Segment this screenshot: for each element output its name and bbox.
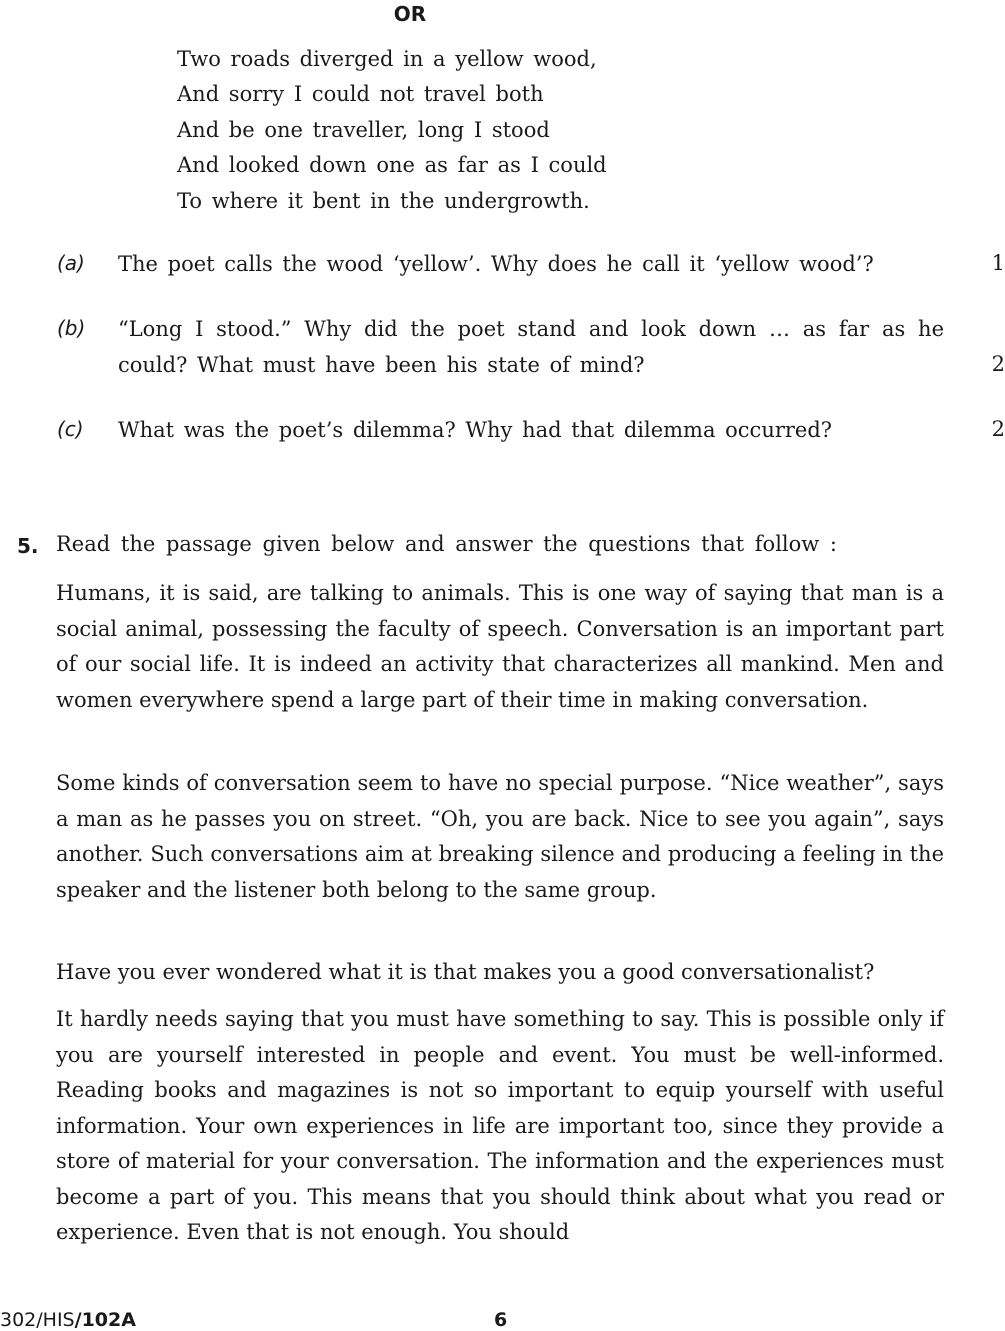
poem-stanza — [177, 42, 607, 219]
question-a-label: (a) — [57, 251, 85, 275]
question-5-instruction: Read the passage given below and answer the questions that follow : — [56, 532, 837, 556]
question-c-marks: 2 — [991, 417, 1005, 441]
or-heading: OR — [393, 2, 427, 26]
paper-code — [0, 1309, 136, 1331]
question-b-text: “Long I stood.” Why did the poet stand and look down … as far as he could? What must have been his state of mind? — [118, 317, 944, 377]
paper-code-prefix: 302/HIS — [0, 1309, 75, 1331]
passage-paragraph-2: Some kinds of conversation seem to have no special purpose. “Nice weather”, says a man as he passes you on street. “Oh, you are back. Nice to see you again”, says another. Such conversations aim at breaking silence and producing a feeling in the speaker and the listener both belong to the same group. — [56, 771, 944, 902]
question-c-text: What was the poet’s dilemma? Why had that dilemma occurred? — [118, 418, 833, 442]
poem-line: And looked down one as far as I could — [177, 153, 607, 178]
passage-paragraph-1: Humans, it is said, are talking to animals. This is one way of saying that man is a social animal, possessing the faculty of speech. Conversation is an important part of our social life. It is indeed an activity that characterizes all mankind. Men and women everywhere spend a large part of their time in making conversation. — [56, 581, 944, 712]
page-number: 6 — [494, 1309, 508, 1331]
poem-line: And sorry I could not travel both — [177, 82, 544, 107]
passage-paragraph-3: Have you ever wondered what it is that makes you a good conversationalist? — [56, 960, 875, 984]
paper-code-suffix: /102A — [74, 1309, 136, 1331]
question-b-label: (b) — [57, 316, 86, 340]
question-a-marks: 1 — [991, 251, 1005, 275]
question-a-text: The poet calls the wood ‘yellow’. Why does he call it ‘yellow wood’? — [118, 252, 874, 276]
poem-line: And be one traveller, long I stood — [177, 117, 550, 142]
poem-line: To where it bent in the undergrowth. — [177, 188, 590, 213]
question-b-marks: 2 — [991, 352, 1005, 376]
question-5-number: 5. — [17, 534, 39, 558]
question-c-label: (c) — [57, 417, 84, 441]
passage-paragraph-4: It hardly needs saying that you must have something to say. This is possible only if you are yourself interested in people and event. You must be well-informed. Reading books and magazines is not so important to equip yourself with useful information. Your own experiences in life are important too, since they provide a store of material for your conversation. The information and the experiences must become a part of you. This means that you should think about what you read or experience. Even that is not enough. You should — [56, 1007, 944, 1244]
poem-line: Two roads diverged in a yellow wood, — [177, 47, 597, 71]
